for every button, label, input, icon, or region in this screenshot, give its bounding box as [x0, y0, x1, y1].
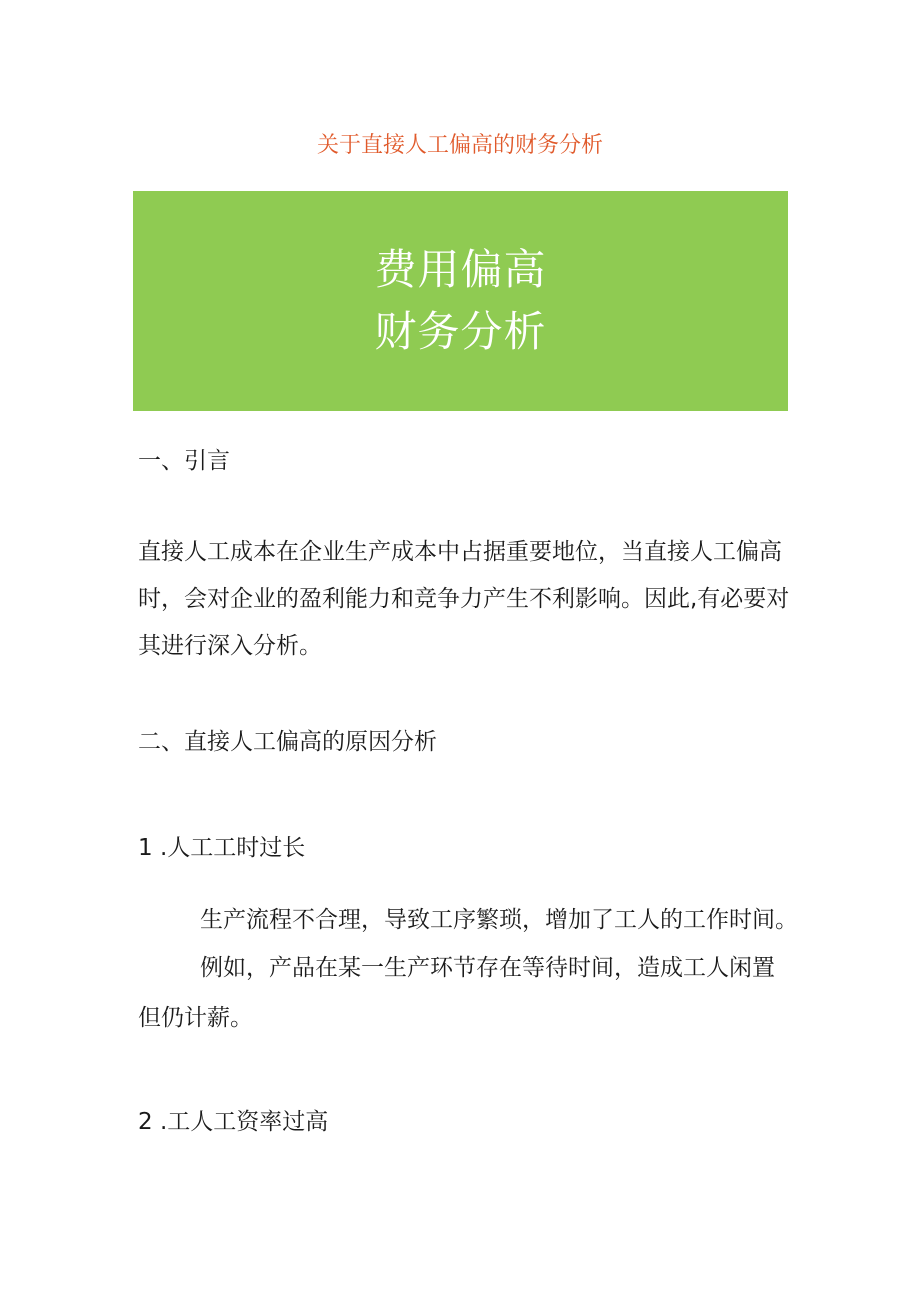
- item1-paragraph-line: 生产流程不合理，导致工序繁琐，增加了工人的工作时间。: [200, 907, 798, 933]
- item1-heading: 1 .人工工时过长: [138, 835, 306, 861]
- item2-heading: 2 .工人工资率过高: [138, 1109, 329, 1135]
- section1-paragraph-line: 时，会对企业的盈利能力和竞争力产生不利影响。因此,有必要对: [138, 586, 790, 612]
- section1-paragraph-line: 其进行深入分析。: [138, 633, 322, 659]
- section1-paragraph-line: 直接人工成本在企业生产成本中占据重要地位，当直接人工偏高: [138, 539, 782, 565]
- document-title: 关于直接人工偏高的财务分析: [316, 133, 603, 158]
- item1-paragraph-line: 但仍计薪。: [138, 1005, 253, 1031]
- banner: [133, 191, 788, 411]
- section2-heading: 二、直接人工偏高的原因分析: [138, 729, 437, 755]
- banner-line-2: 财务分析: [374, 307, 547, 356]
- banner-line-1: 费用偏高: [374, 245, 547, 294]
- section1-heading: 一、引言: [138, 448, 230, 474]
- item1-paragraph-line: 例如，产品在某一生产环节存在等待时间，造成工人闲置: [200, 955, 775, 981]
